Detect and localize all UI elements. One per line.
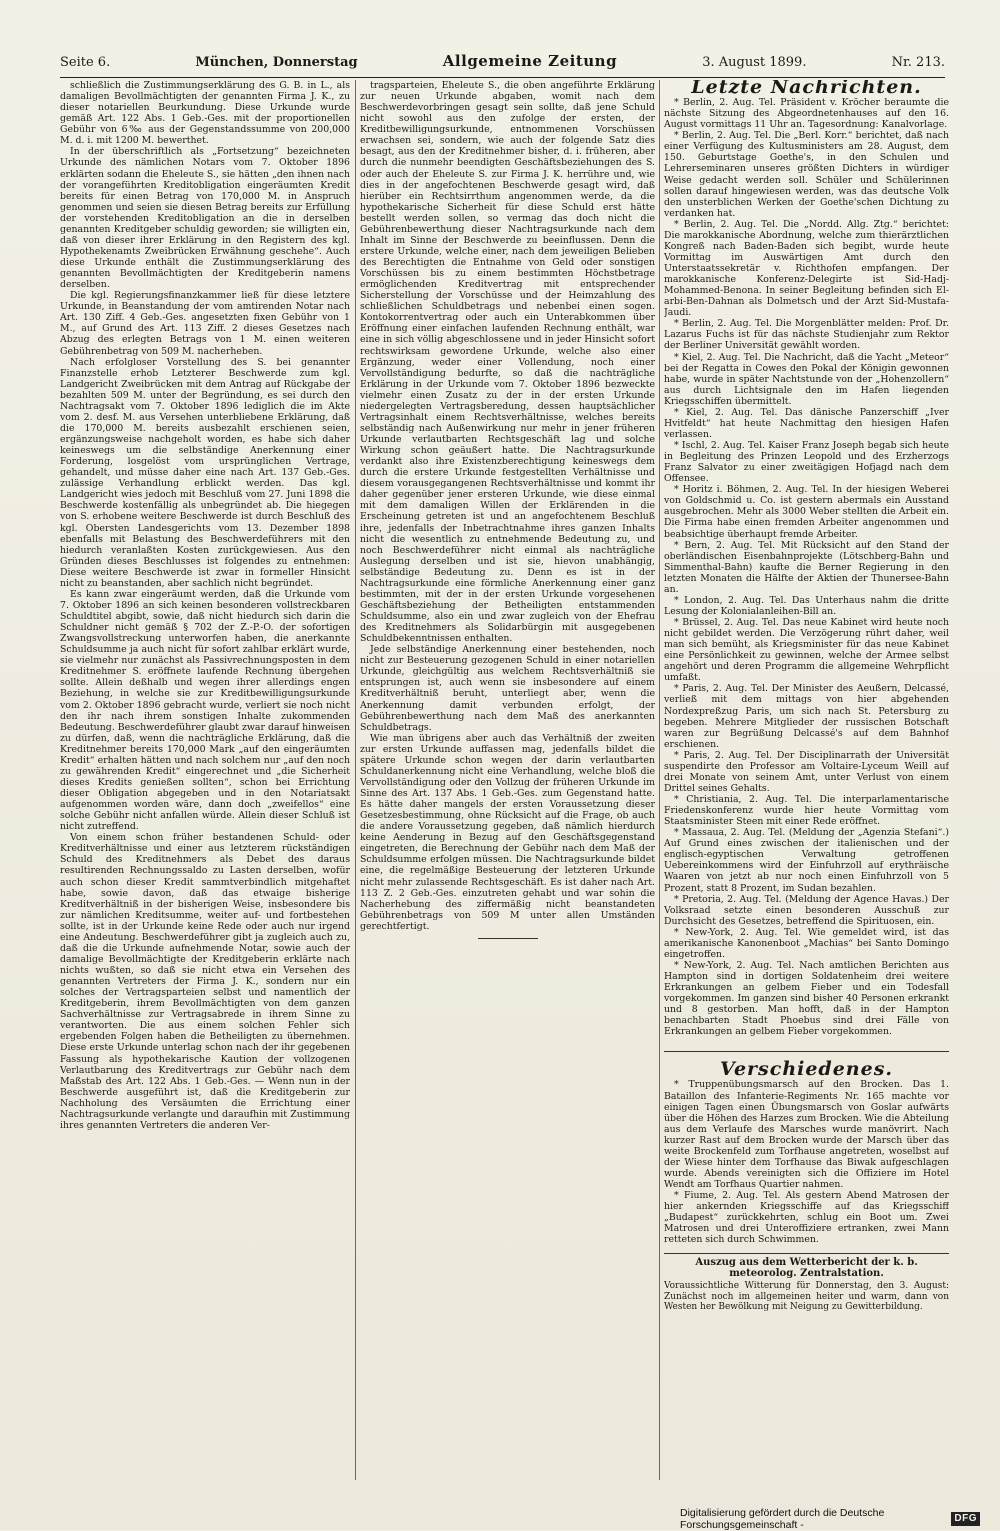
article-paragraph: Wie man übrigens aber auch das Verhältniß der zweiten zur ersten Urkunde auffassen mag, jedenfalls bildet die spätere Urkunde schon wegen der darin verlautbarten Schuldanerkennung nicht eine Verhandlung, welche bloß die Vervollständigung oder den Vollzug der früheren Urkunde im Sinne des Art. 137 Abs. 1 Geb.-Ges. zum Gegenstand hatte. Es hätte daher mangels der ersten Voraussetzung dieser Gesetzesbestimmung, ohne Rücksicht auf die Frage, ob auch die andere Voraussetzung gegeben, daß nämlich hierdurch keine Aenderung in Bezug auf den Geschäftsgegenstand eingetreten, die Berechnung der Gebühr nach dem Maß der Schuldsumme erfolgen müssen. Die Nachtragsurkunde bildet eine, die regelmäßige Besteuerung der letzteren Urkunde nicht mehr zulassende Rechtsgeschäft. Es ist daher nach Art. 113 Z. 2 Geb.-Ges. einzutreten gehabt und war sohin die Nacherhebung des ziffermäßig nicht beanstandeten Gebührenbetrags von 509 M unter allen Umständen gerechtfertigt. (360, 732, 655, 932)
place-day: München, Donnerstag (195, 55, 358, 70)
news-item: * Brüssel, 2. Aug. Tel. Das neue Kabinet wird heute noch nicht gebildet werden. Die Verzögerung rührt daher, weil man sich bemüht, als Kriegsminister für das neue Kabinet eine Persönlichkeit zu gewinnen, welche der Armee selbst angehört und deren Programm die allgemeine Wehrpflicht umfaßt. (664, 617, 949, 684)
weather-report-text: Voraussichtliche Witterung für Donnerstag, den 3. August: Zunächst noch im allgemeinen heiter und warm, dann von Westen her Bewölkung mit Neigung zu Gewitterbildung. (664, 1281, 949, 1313)
news-item: * Kiel, 2. Aug. Tel. Das dänische Panzerschiff „Iver Hvitfeldt“ hat heute Nachmittag den hiesigen Hafen verlassen. (664, 406, 949, 440)
masthead (60, 52, 945, 78)
news-item: * Pretoria, 2. Aug. Tel. (Meldung der Agence Havas.) Der Volksraad setzte einen besonderen Ausschuß zur Durchsicht des Gesetzes, betreffend die Spirituosen, ein. (664, 893, 949, 927)
news-item: * Massaua, 2. Aug. Tel. (Meldung der „Agenzia Stefani“.) Auf Grund eines zwischen der italienischen und der englisch-egyptischen Verwaltung getroffenen Uebereinkommens wird der Einfuhrzoll auf erythräische Waaren von jetzt ab nur noch einen Einfuhrzoll von 5 Prozent, statt 8 Prozent, im Sudan bezahlen. (664, 827, 949, 894)
article-paragraph: Die kgl. Regierungsfinanzkammer ließ für diese letztere Urkunde, in Beanstandung der vom amtirenden Notar nach Art. 130 Ziff. 4 Geb.-Ges. angesetzten fixen Gebühr von 1 M., auf Grund des Art. 113 Ziff. 2 dieses Gesetzes nach Abzug des erlegten Betrags von 1 M. einen weiteren Gebührenbetrag von 509 M. nacherheben. (60, 290, 350, 357)
news-item: * New-York, 2. Aug. Tel. Wie gemeldet wird, ist das amerikanische Kanonenboot „Machias“ bei Santo Domingo eingetroffen. (664, 926, 949, 960)
column-divider (355, 80, 356, 1480)
newspaper-title: Allgemeine Zeitung (442, 52, 618, 70)
issue-number: Nr. 213. (891, 55, 945, 70)
news-item: * Fiume, 2. Aug. Tel. Als gestern Abend Matrosen der hier ankernden Kriegsschiffe auf das Kriegsschiff „Budapest“ zurückkehrten, schlug ein Boot um. Zwei Matrosen und drei Unteroffiziere ertranken, zwei Mann retteten sich durch Schwimmen. (664, 1190, 949, 1246)
article-paragraph: tragsparteien, Eheleute S., die oben angeführte Erklärung zur neuen Urkunde abgaben, womit nach dem Beschwerdevorbringen gesagt sein sollte, daß jene Schuld nicht sowohl aus den zufolge der ersten, der Kreditbewilligungsurkunde, entnommenen Vorschüssen erwachsen sei, sondern, wie auch der folgende Satz dies besagt, aus den der Kreditnehmer bisher, d. i. früheren, aber durch die nunmehr beendigten Geschäftsbeziehungen des S. oder auch der Eheleute S. zur Firma J. K. herrühre und, wie dies in der angefochtenen Beschwerde gesagt wird, daß hierüber ein Rechtsirrthum angenommen werde, da die hypothekarische Sicherheit für diese Schuld erst hätte bestellt werden sollen, so vermag das doch nicht die Gebührenbewerthung dieser Nachtragsurkunde nach dem Inhalt im Sinne der Beschwerde zu beeinflussen. Denn die erstere Urkunde, welche einer, nach dem jeweiligen Belieben des Berechtigten die Entnahme von Geld oder sonstigen Vorschüssen bis zu einem bestimmten Höchstbetrage ermöglichenden Kreditvertrag mit entsprechender Sicherstellung der Vorschüsse und der Heimzahlung des schließlichen Schuldbetrags und nebenbei einen sogen. Kontokorrentvertrag oder auch ein Unterabkommen über Eröffnung einer einfachen laufenden Rechnung enthält, war eine in sich völlig abgeschlossene und in jeder Hinsicht sofort rechtswirksam gewordene Urkunde, welche also einer Ergänzung, weder einer Vollendung, noch einer Vervollständigung bedurfte, so daß die nachträgliche Erklärung in der Urkunde vom 7. Oktober 1896 bezweckte vielmehr einen Zusatz zu der in der ersten Urkunde niedergelegten Vertragsberedung, dessen hauptsächlicher Vertragsinhalt einem Rechtsverhältnisse, welches bereits selbständig nach Außenwirkung nur mehr in jener früheren Urkunde verlautbarten Rechtsgeschäft lag und solche Wirkung schon geäußert hatte. Die Nachtragsurkunde verdankt also ihre Existenzberechtigung keineswegs dem durch die erstere Urkunde festgestellten Verhältnisse und diesem vorausgegangenen Rechtsverhältnisse und kommt ihr daher gegenüber jener ersteren Urkunde, wie diese einmal mit dem damaligen Willen der Erklärenden in die Erscheinung getreten ist und an angefochtenem Beschluß ihre, jedenfalls der Inbetrachtnahme ihres ganzen Inhalts nicht die wesentlich zu entnehmende Bedeutung zu, und noch Beschwerdeführer nicht einmal als nachträgliche Auslegung derselben und ist sie, hievon unabhängig, selbständige Bedeutung zu. Denn es ist in der Nachtragsurkunde eine förmliche Anerkennung einer ganz bestimmten, mit der in der ersten Urkunde vorgesehenen Geschäftsbeziehung der Betheiligten entstammenden Schuldsumme, also ein und zwar zugleich von der Ehefrau des Kreditnehmers als Solidarbürgin mit ausgegebenen Schuldbekenntnissen enthalten. (360, 80, 655, 645)
news-item: * Ischl, 2. Aug. Tel. Kaiser Franz Joseph begab sich heute in Begleitung des Prinzen Leopold und des Erzherzogs Franz Salvator zu einer zweitägigen Hofjagd nach dem Offensee. (664, 440, 949, 485)
article-paragraph: schließlich die Zustimmungserklärung des G. B. in L., als damaligen Bevollmächtigten der genannten Firma J. K., zu dieser notariellen Beurkundung. Diese Urkunde wurde gemäß Art. 122 Abs. 1 Geb.-Ges. mit der proportionellen Gebühr von 6‰ aus der Gegenstandssumme von 200,000 M. d. i. mit 1200 M. bewerthet. (60, 80, 350, 147)
issue-date: 3. August 1899. (702, 55, 807, 70)
article-paragraph: Von einem schon früher bestandenen Schuld- oder Kreditverhältnisse und einer aus letzterem rückständigen Schuld des Kreditnehmers als Debet des daraus resultirenden Rechnungssaldo zu Lasten derselben, wofür auch schon dieser Kredit sammtverbindlich mitgehaftet habe, sowie davon, daß das etwaige bisherige Kreditverhältniß in der bisherigen Weise, insbesondere bis zur nämlichen Kreditsumme, weiter auf- und fortbestehen sollte, ist in der Urkunde keine Rede oder auch nur irgend eine Andeutung. Beschwerdeführer gibt ja zugleich auch zu, daß die die Urkunde aufnehmende Notar, sowie auch der damalige Bevollmächtigte der Kreditgeberin erklärte nach nichts wußten, so daß sie nicht etwa ein Versehen des genannten Vertreters der Firma J. K., sondern nur ein solches der Vertragsparteien selbst und namentlich der Kreditgeberin, ihrem Bevollmächtigten von dem ganzen Sachverhältnisse zur Vertragsabrede in ihrem Sinne zu verantworten. Die aus einem solchen Fehler sich ergebenden Folgen haben die Betheiligten zu übernehmen. Diese erste Urkunde unterlag schon nach der ihr gegebenen Fassung als hypothekarische Kaution der vollzogenen Verlautbarung des Kreditvertrags zur Gebühr nach dem Maßstab des Art. 122 Abs. 1 Geb.-Ges. — Wenn nun in der Beschwerde ausgeführt ist, daß die Kreditgeberin zur Nachholung des Versäumten die Errichtung einer Nachtragsurkunde verlangte und daraufhin mit Zustimmung ihres genannten Vertreters die anderen Ver- (60, 832, 350, 1131)
credit-text: Digitalisierung gefördert durch die Deutsche Forschungsgemeinschaft - (680, 1507, 885, 1531)
article-paragraph: Es kann zwar eingeräumt werden, daß die Urkunde vom 7. Oktober 1896 an sich keinen besonderen vollstreckbaren Schuldtitel abgibt, sowie, daß nicht hiedurch sich darin die Schuldner nicht gemäß § 702 der Z.-P.-O. der sofortigen Zwangsvollstreckung unterworfen haben, die anerkannte Schuldsumme ja auch nicht für sofort zahlbar erklärt wurde, sie vielmehr nur zunächst als Passivrechnungsposten in dem Kreditnehmer S. eröffnete laufende Rechnung übergehen sollte. Allein deßhalb und wegen ihrer allerdings engen Beziehung, in welche sie zur Kreditbewilligungsurkunde vom 2. Oktober 1896 gebracht wurde, verliert sie noch nicht den ihr nach ihrem sonstigen Inhalte zukommenden Bedeutung. Beschwerdeführer glaubt zwar darauf hinweisen zu dürfen, daß, wenn die nachträgliche Erklärung, daß die Kreditnehmer bereits 170,000 Mark „auf den eingeräumten Kredit“ erhalten hätten und nach solchem nur „auf den noch zu gewährenden Kredit“ eingerechnet und „die Sicherheit dieses Kredits genießen sollten“, schon bei Errichtung dieser Obligation abgegeben und in den Notariatsakt aufgenommen worden wäre, dann doch „zweifellos“ eine solche Gebühr nicht anfallen würde. Allein dieser Schluß ist nicht zutreffend. (60, 588, 350, 833)
news-item: * Berlin, 2. Aug. Tel. Die Morgenblätter melden: Prof. Dr. Lazarus Fuchs ist für das nächste Studienjahr zum Rektor der Berliner Universität gewählt worden. (664, 318, 949, 352)
weather-report (664, 1253, 949, 1313)
column-divider (659, 80, 660, 1480)
news-item: * Berlin, 2. Aug. Tel. Die „Berl. Korr.“ berichtet, daß nach einer Verfügung des Kultusministers am 28. August, dem 150. Geburtstage Goethe's, in den Schulen und Lehrerseminaren unseres größten Dichters in würdiger Weise gedacht werden soll. Schüler und Schülerinnen sollen darauf hingewiesen werden, was das deutsche Volk den unsterblichen Werken der Goethe'schen Dichtung zu verdanken hat. (664, 130, 949, 219)
column-2 (360, 80, 655, 1484)
page-number: Seite 6. (60, 55, 111, 70)
dfg-logo: DFG (951, 1512, 980, 1526)
news-item: * Paris, 2. Aug. Tel. Der Minister des Aeußern, Delcassé, verließ mit dem mittags von hier abgehenden Nordexpreßzug Paris, um sich nach St. Petersburg zu begeben. Mehrere Mitglieder der russischen Botschaft waren zur Begrüßung Delcassé's auf dem Bahnhof erschienen. (664, 683, 949, 750)
digitization-credit (680, 1507, 980, 1531)
article-paragraph: In der überschriftlich als „Fortsetzung“ bezeichneten Urkunde des nämlichen Notars vom 7. Oktober 1896 erklärten sodann die Eheleute S., sie hätten „den ihnen nach der vorangeführten Kreditobligation eingeräumten Kredit bereits für einen Betrag von 170,000 M. in Anspruch genommen und seien sie diesen Betrag bereits zur Erfüllung der vorstehenden Kreditobligation an die in derselben genannten Kreditgeber schuldig geworden; sie willigten ein, daß von dieser ihrer Erklärung in den Registern des kgl. Hypothekenamts Zweibrücken Erwähnung geschehe“. Auch diese Urkunde enthält die Zustimmungserklärung des genannten Bevollmächtigten der Kreditgeberin namens derselben. (60, 146, 350, 291)
weather-report-title: Auszug aus dem Wetterbericht der k. b. meteorolog. Zentralstation. (695, 1257, 918, 1279)
section-heading-miscellaneous: Verschiedenes. (664, 1051, 949, 1075)
news-item: * Christiania, 2. Aug. Tel. Die interparlamentarische Friedenskonferenz wurde hier heute Vormittag vom Staatsminister Steen mit einer Rede eröffnet. (664, 794, 949, 828)
article-paragraph: Jede selbständige Anerkennung einer bestehenden, noch nicht zur Besteuerung gezogenen Schuld in einer notariellen Urkunde, gleichgültig aus welchem Rechtsverhältniß sie entsprungen ist, auch wenn sie insbesondere auf einem Kreditverhältniß beruht, unterliegt aber, wenn die Anerkennung damit verbunden erfolgt, der Gebührenbewerthung nach dem Maß des anerkannten Schuldbetrags. (360, 644, 655, 733)
news-item: * Horitz i. Böhmen, 2. Aug. Tel. In der hiesigen Weberei von Goldschmid u. Co. ist gestern abermals ein Ausstand ausgebrochen. Mehr als 3000 Weber stellten die Arbeit ein. Die Firma habe einen fremden Arbeiter angenommen und beabsichtige überhaupt fremde Arbeiter. (664, 484, 949, 540)
column-3 (664, 80, 949, 1484)
news-item: * London, 2. Aug. Tel. Das Unterhaus nahm die dritte Lesung der Kolonialanleihen-Bill an. (664, 594, 949, 617)
section-heading-latest-news: Letzte Nachrichten. (691, 80, 922, 98)
news-item: * Berlin, 2. Aug. Tel. Die „Nordd. Allg. Ztg.“ berichtet: Die marokkanische Abordnung, welche zum thierärztlichen Kongreß nach Baden-Baden sich begibt, wurde heute Vormittag im Auswärtigen Amt durch den Unterstaatssekretär v. Richthofen empfangen. Der marokkanische Konferenz-Delegirte ist Sid-Hadj-Mohammed-Benona. In seiner Begleitung befinden sich El-arbi-Ben-Dahnan als Dolmetsch und der Arzt Sid-Mustafa-Jaudi. (664, 218, 949, 319)
article-paragraph: Nach erfolgloser Vorstellung des S. bei genannter Finanzstelle erhob Letzterer Beschwerde zum kgl. Landgericht Zweibrücken mit dem Antrag auf Rückgabe der bezahlten 509 M. unter der Begründung, es sei durch den Nachtragsakt vom 7. Oktober 1896 lediglich die im Akte vom 2. desf. M. aus Versehen unterbliebene Erklärung, daß die 170,000 M. bereits ausbezahlt erschienen seien, ergänzungsweise nachgeholt worden, es habe sich daher keineswegs um die selbständige Anerkennung einer Forderung, losgelöst vom ursprünglichen Vertrage, gehandelt, und müsse daher eine nach Art. 137 Geb.-Ges. zulässige Verhandlung erblickt werden. Das kgl. Landgericht wies jedoch mit Beschluß vom 27. Juni 1898 die Beschwerde kostenfällig als unbegründet ab. Die hiegegen von S. erhobene weitere Beschwerde ist durch Beschluß des kgl. Obersten Landesgerichts vom 13. Dezember 1898 ebenfalls mit Belastung des Beschwerdeführers mit den hiedurch veranlaßten Kosten zurückgewiesen. Aus den Gründen dieses Beschlusses ist folgendes zu entnehmen: Diese weitere Beschwerde ist zwar in formeller Hinsicht nicht zu beanstanden, aber sachlich nicht begründet. (60, 356, 350, 589)
news-item: * Truppenübungsmarsch auf den Brocken. Das 1. Bataillon des Infanterie-Regiments Nr. 165 machte vor einigen Tagen einen Übungsmarsch von Goslar aufwärts über die Höhen des Harzes zum Brocken. Wie die Abteilung aus dem Verlaufe des Marsches wurde manövrirt. Nach kurzer Rast auf dem Brocken wurde der Marsch über das weite Brockenfeld zum Torfhause angetreten, woselbst auf der Wiese hinter dem Torfhause das Biwak aufgeschlagen wurde. Abends vereinigten sich die Offiziere im Hotel Wendt am Torfhaus Quartier nahmen. (664, 1079, 949, 1190)
news-item: * Berlin, 2. Aug. Tel. Präsident v. Kröcher beraumte die nächste Sitzung des Abgeordnetenhauses auf den 16. August vormittags 11 Uhr an. Tagesordnung: Kanalvorlage. (664, 97, 949, 131)
news-item: * Kiel, 2. Aug. Tel. Die Nachricht, daß die Yacht „Meteor“ bei der Regatta in Cowes den Pokal der Königin gewonnen habe, wurde in später Nachtstunde von der „Hohenzollern“ aus durch Lichtsignale den im Hafen liegenden Kriegsschiffen übermittelt. (664, 351, 949, 407)
column-1 (60, 80, 350, 1484)
article-end-rule (478, 938, 538, 939)
news-item: * Bern, 2. Aug. Tel. Mit Rücksicht auf den Stand der oberländischen Eisenbahnprojekte (Lötschberg-Bahn und Simmenthal-Bahn) kaufte die Berner Regierung in den letzten Monaten die Hälfte der Aktien der Thunersee-Bahn an. (664, 539, 949, 595)
news-item: * Paris, 2. Aug. Tel. Der Disciplinarrath der Universität suspendirte den Professor am Voltaire-Lyceum Weill auf drei Monate von seinem Amt, unter Verlust von einem Drittel seines Gehalts. (664, 749, 949, 794)
news-item: * New-York, 2. Aug. Tel. Nach amtlichen Berichten aus Hampton sind in dortigen Soldatenheim drei weitere Erkrankungen an gelbem Fieber und ein Todesfall vorgekommen. Im ganzen sind bisher 40 Personen erkrankt und 8 gestorben. Man hofft, daß in der Hampton benachbarten Stadt Phoebus sind drei Fälle von Erkrankungen an gelbem Fieber vorgekommen. (664, 959, 949, 1038)
